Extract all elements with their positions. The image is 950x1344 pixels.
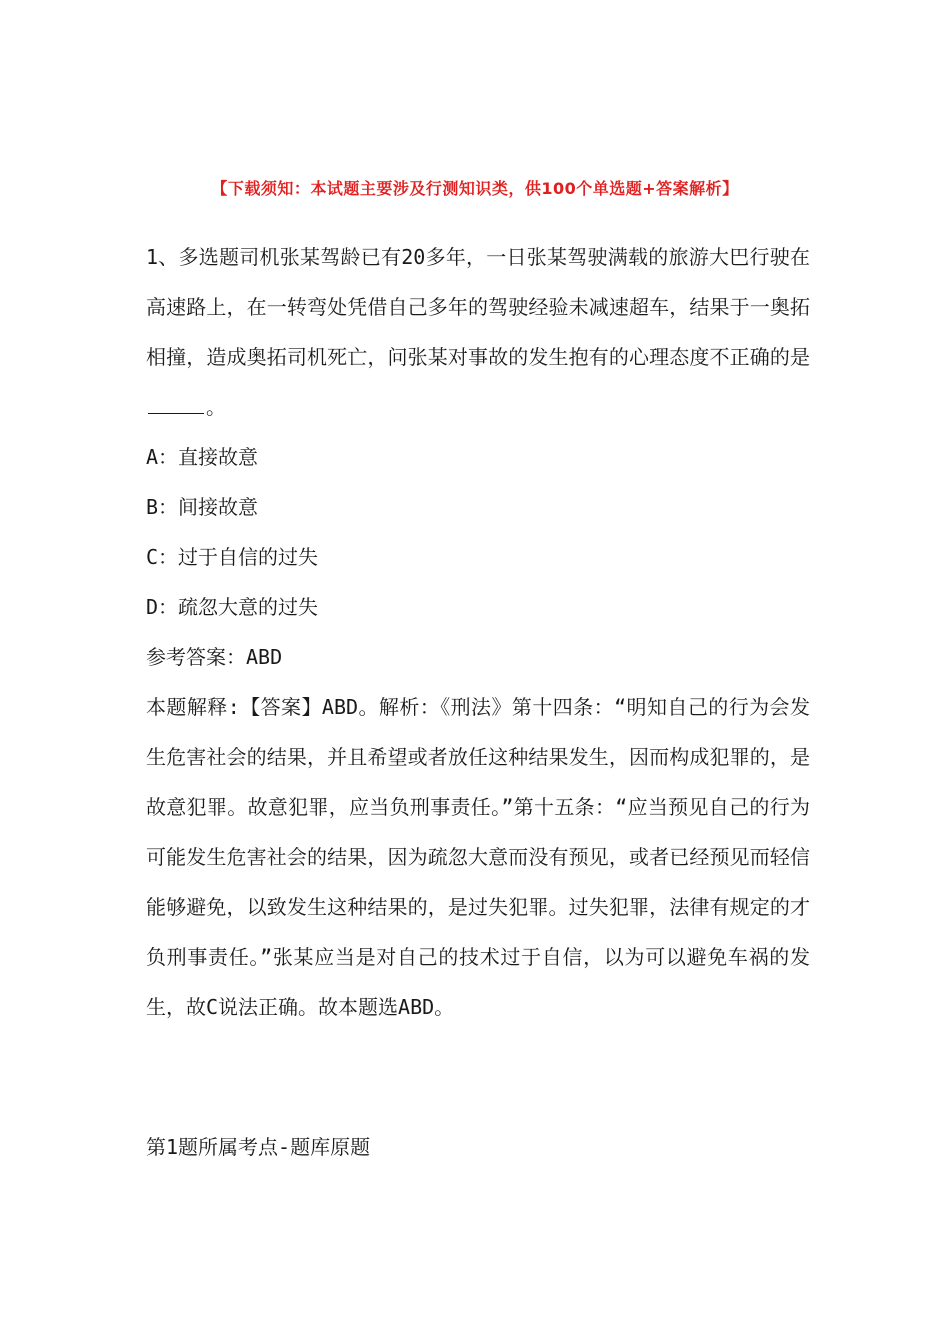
- option-d: D：疏忽大意的过失: [146, 595, 319, 619]
- question-block: [146, 232, 810, 1032]
- download-notice: 【下载须知：本试题主要涉及行测知识类，供100个单选题+答案解析】: [211, 179, 739, 198]
- question-stem: [146, 232, 810, 432]
- answer-blank: [148, 412, 204, 414]
- option-c: C：过于自信的过失: [146, 545, 319, 569]
- exam-point: 第1题所属考点-题库原题: [146, 1135, 371, 1159]
- question-stem-text: 1、多选题司机张某驾龄已有20多年，一日张某驾驶满载的旅游大巴行驶在高速路上，在一转弯处凭借自己多年的驾驶经验未减速超车，结果于一奥拓相撞，造成奥拓司机死亡，问张某对事故的发生抱有的心理态度不正确的是: [146, 245, 810, 369]
- reference-answer: 参考答案：ABD: [146, 645, 283, 669]
- question-stem-end: 。: [206, 395, 226, 419]
- option-a: A：直接故意: [146, 445, 259, 469]
- answer-explanation: 本题解释:【答案】ABD。解析：《刑法》第十四条：“明知自己的行为会发生危害社会的结果，并且希望或者放任这种结果发生，因而构成犯罪的，是故意犯罪。故意犯罪，应当负刑事责任。”第十五条：“应当预见自己的行为可能发生危害社会的结果，因为疏忽大意而没有预见，或者已经预见而轻信能够避免，以致发生这种结果的，是过失犯罪。过失犯罪，法律有规定的才负刑事责任。”张某应当是对自己的技术过于自信，以为可以避免车祸的发生，故C说法正确。故本题选ABD。: [146, 695, 810, 1019]
- option-b: B：间接故意: [146, 495, 259, 519]
